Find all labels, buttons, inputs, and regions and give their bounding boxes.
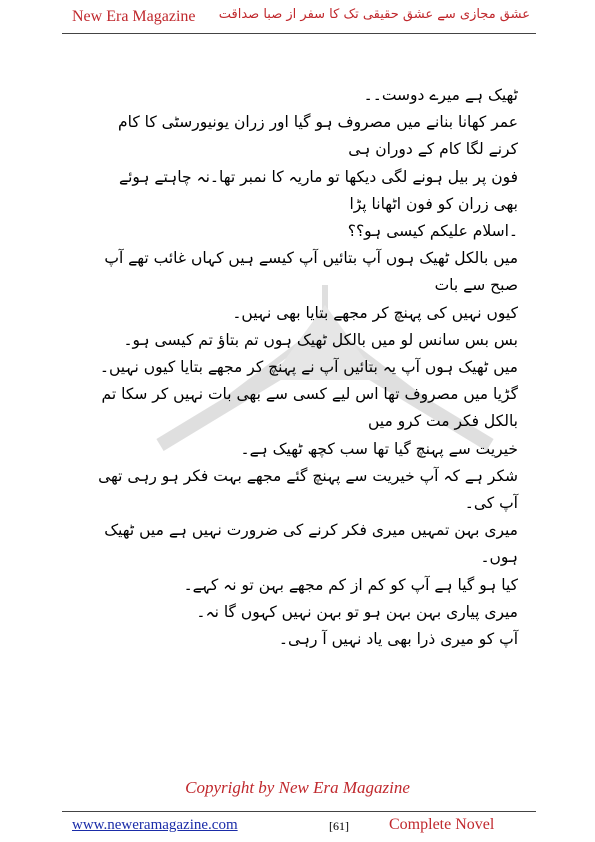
story-line: فون پر بیل ہونے لگی دیکھا تو ماریہ کا نمبر تھا۔نہ چاہتے ہوئے بھی زران کو فون اٹھانا پڑا [119,167,518,213]
page-header [62,4,536,30]
story-line: میں بالکل ٹھیک ہوں آپ بتائیں آپ کیسے ہیں کہاں غائب تھے آپ صبح سے بات [104,249,518,295]
website-link[interactable]: www.neweramagazine.com [72,817,238,833]
story-line: عمر کھانا بنانے میں مصروف ہو گیا اور زران یونیورسٹی کا کام کرنے لگا کام کے دوران ہی [118,113,518,159]
story-line: ٹھیک ہے میرے دوست۔۔ [363,86,518,104]
story-line: میں ٹھیک ہوں آپ یہ بتائیں آپ نے پہنچ کر مجھے بتایا کیوں نہیں۔ [99,358,518,377]
novel-title: عشق مجازی سے عشق حقیقی تک کا سفر از صبا صداقت [218,7,530,22]
story-line: گڑیا میں مصروف تھا اس لیے کسی سے بھی بات نہیں کر سکا تم بالکل فکر مت کرو میں [101,385,518,431]
story-line: کیا ہو گیا ہے آپ کو کم از کم مجھے بہن تو نہ کہے۔ [183,575,518,594]
copyright-notice: Copyright by New Era Magazine [185,778,410,797]
story-line: کیوں نہیں کی پہنچ کر مجھے بتایا بھی نہیں۔ [232,303,518,322]
story-line: آپ کو میری ذرا بھی یاد نہیں آ رہی۔ [278,630,518,649]
footer-divider [62,811,536,812]
header-divider [62,33,536,34]
magazine-name: New Era Magazine [72,8,196,25]
story-line: میری بہن تمہیں میری فکر کرنے کی ضرورت نہیں ہے میں ٹھیک ہوں۔ [104,521,518,567]
footer-label: Complete Novel [389,816,495,833]
story-line: میری پیاری بہن بہن ہو تو بہن نہیں کہوں گا نہ۔ [196,602,518,621]
story-text [92,82,518,653]
story-line: بس بس سانس لو میں بالکل ٹھیک ہوں تم بتاؤ تم کیسی ہو۔ [123,330,518,349]
story-line: خیریت سے پہنچ گیا تھا سب کچھ ٹھیک ہے۔ [240,439,518,458]
story-line: شکر ہے کہ آپ خیریت سے پہنچ گئے مجھے بہت فکر ہو رہی تھی آپ کی۔ [98,466,518,513]
page-number: [61] [329,819,349,833]
story-line: ۔اسلام علیکم کیسی ہو؟؟ [347,222,518,241]
